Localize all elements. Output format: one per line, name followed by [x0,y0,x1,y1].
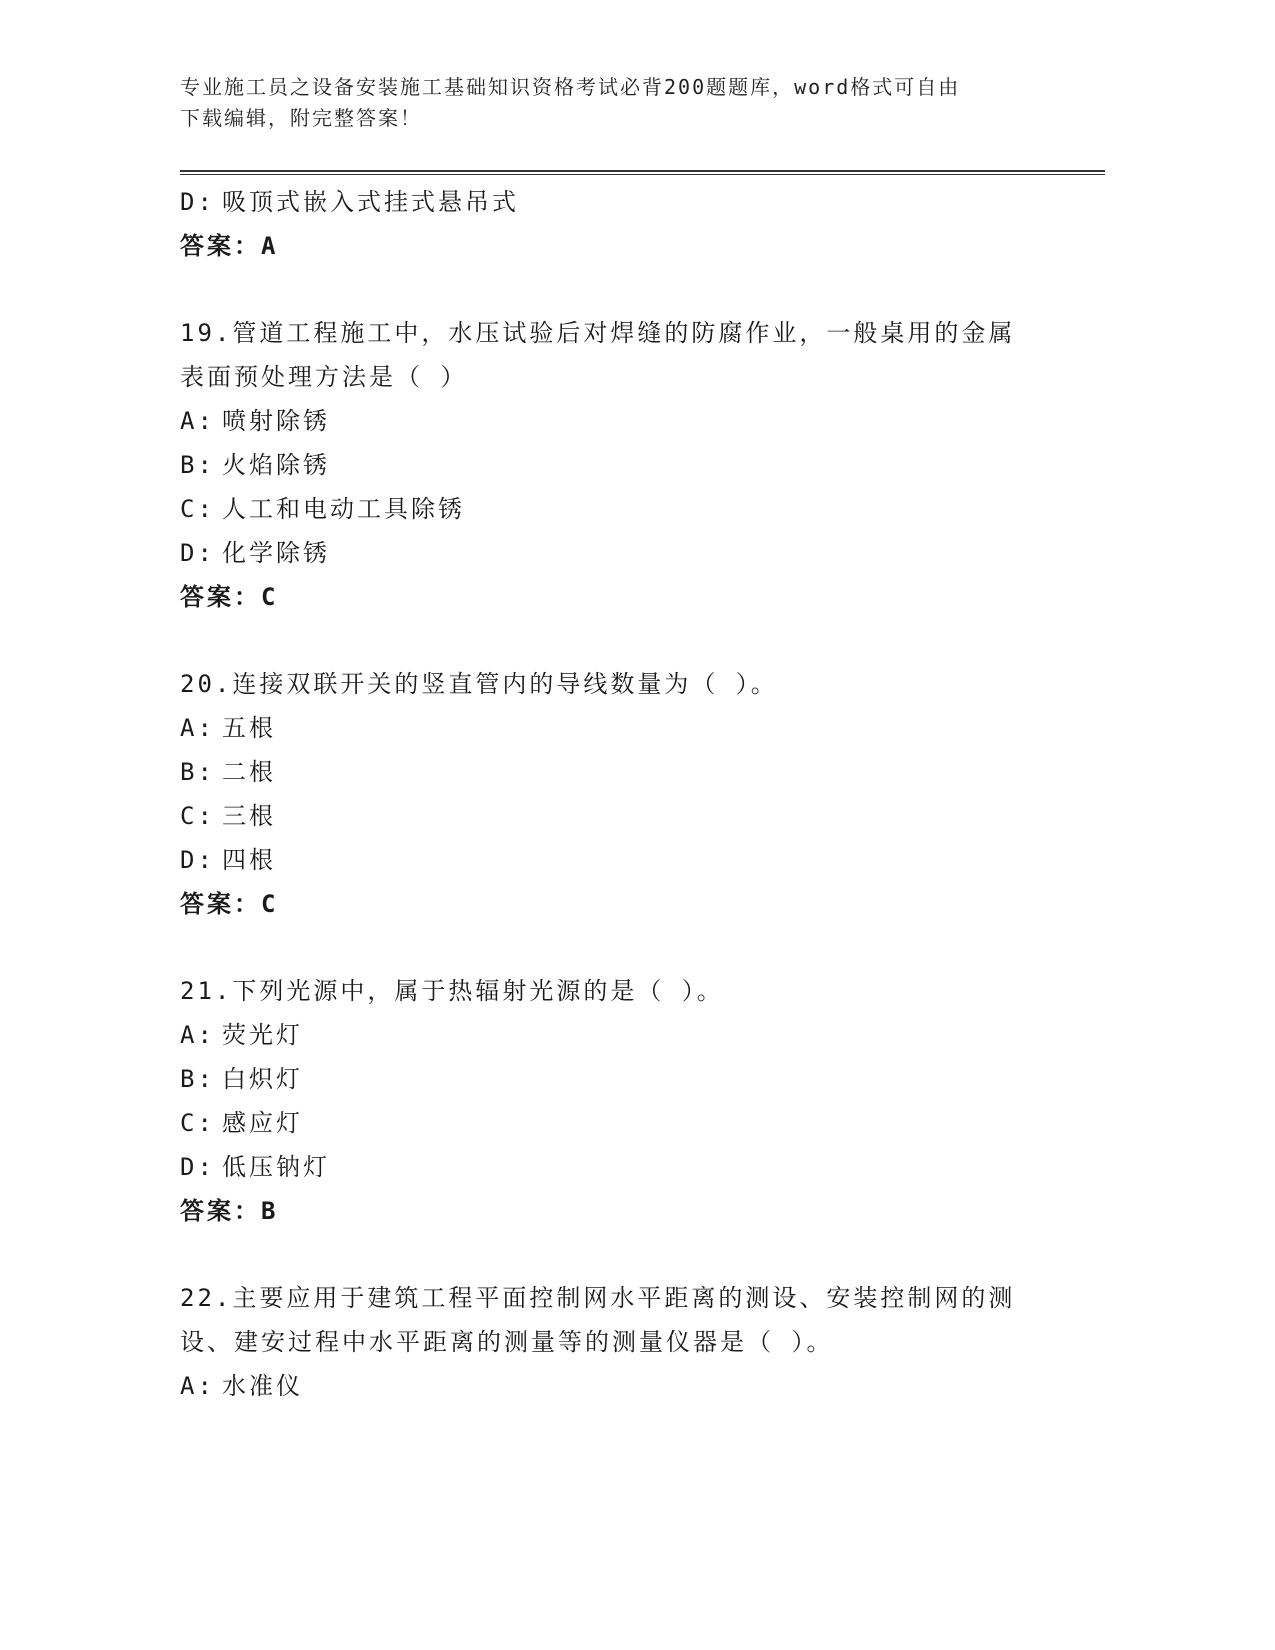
option-label: D: [180,1153,215,1181]
spacer [180,619,1100,662]
spacer [180,926,1100,969]
option-label: B: [180,1065,215,1093]
option-d [180,531,1100,575]
option-text: 喷射除锈 [222,407,330,435]
spacer [180,268,1100,311]
option-text: 五根 [222,714,276,742]
option-label: A: [180,407,215,435]
option-c [180,794,1100,838]
option-text: 吸顶式嵌入式挂式悬吊式 [222,188,519,216]
option-label: A: [180,714,215,742]
option-c [180,1101,1100,1145]
option-label: B: [180,758,215,786]
option-a [180,1013,1100,1057]
option-d [180,838,1100,882]
option-text: 三根 [222,802,276,830]
option-label: C: [180,802,215,830]
document-body [180,180,1100,1408]
question-text-line-1: 19.管道工程施工中，水压试验后对焊缝的防腐作业，一般桌用的金属 [180,319,1016,347]
option-label: A: [180,1021,215,1049]
option-label: C: [180,495,215,523]
option-a [180,1364,1100,1408]
question-text-line-1: 21.下列光源中，属于热辐射光源的是（ ）。 [180,977,724,1005]
option-text: 水准仪 [222,1372,303,1400]
spacer [180,1233,1100,1276]
answer: 答案：C [180,583,279,611]
question-text-line-1: 20.连接双联开关的竖直管内的导线数量为（ ）。 [180,670,778,698]
question-block [180,311,1100,619]
option-label: A: [180,1372,215,1400]
option-b [180,750,1100,794]
answer: 答案：B [180,1197,279,1225]
question-block [180,662,1100,926]
header-line-1: 专业施工员之设备安装施工基础知识资格考试必背200题题库，word格式可自由 [180,75,961,99]
option-text: 四根 [222,846,276,874]
answer: 答案：C [180,890,279,918]
option-text: 火焰除锈 [222,451,330,479]
option-text: 低压钠灯 [222,1153,330,1181]
option-text: 二根 [222,758,276,786]
option-label: D: [180,188,215,216]
option-label: D: [180,539,215,567]
question-block [180,969,1100,1233]
option-label: B: [180,451,215,479]
question-text-line-2: 表面预处理方法是（ ） [180,363,468,391]
option-text: 白炽灯 [222,1065,303,1093]
question-text-line-1: 22.主要应用于建筑工程平面控制网水平距离的测设、安装控制网的测 [180,1284,1016,1312]
option-b [180,1057,1100,1101]
option-text: 人工和电动工具除锈 [222,495,465,523]
option-text: 荧光灯 [222,1021,303,1049]
header-divider [180,170,1105,175]
option-a [180,399,1100,443]
option-d [180,1145,1100,1189]
option-b [180,443,1100,487]
option-label: C: [180,1109,215,1137]
option-text: 感应灯 [222,1109,303,1137]
option-d [180,180,1100,224]
option-text: 化学除锈 [222,539,330,567]
option-label: D: [180,846,215,874]
question-text-line-2: 设、建安过程中水平距离的测量等的测量仪器是（ ）。 [180,1328,834,1356]
option-c [180,487,1100,531]
option-a [180,706,1100,750]
document-header [180,72,1060,134]
header-line-2: 下载编辑，附完整答案！ [180,106,422,130]
question-block [180,1276,1100,1408]
answer: 答案：A [180,232,279,260]
